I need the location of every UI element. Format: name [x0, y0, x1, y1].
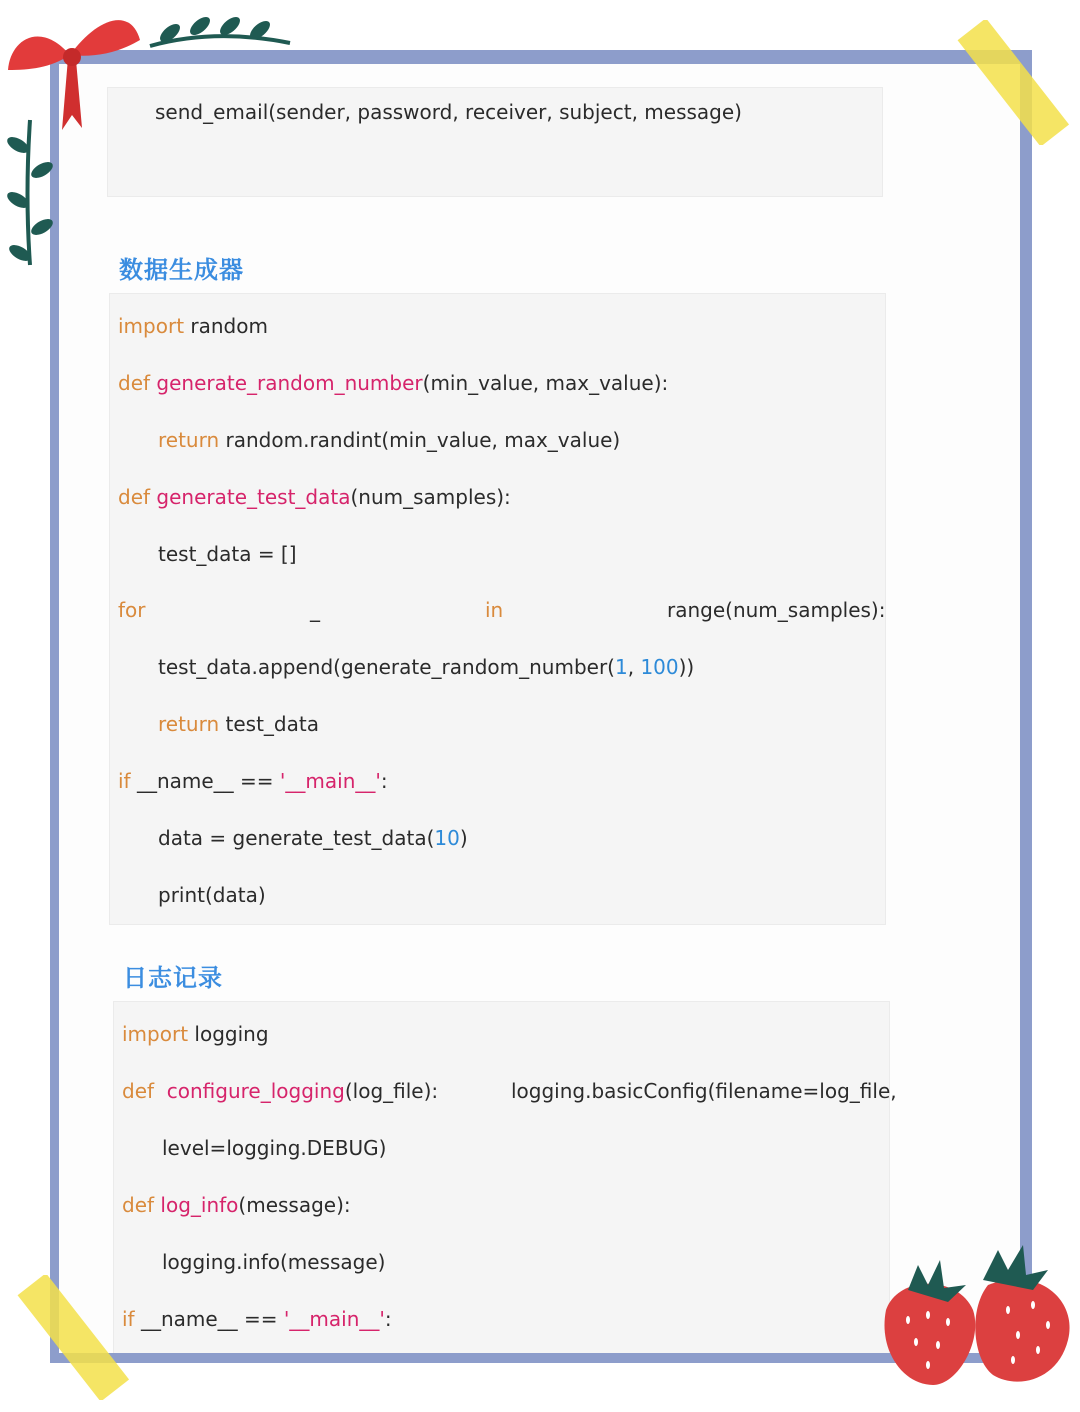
- tape-bottom-left-icon: [15, 1275, 130, 1400]
- code-line: if __name__ == '__main__':: [118, 769, 388, 793]
- code-block-logging: [113, 1001, 897, 1353]
- leaf-branch-icon: [145, 8, 295, 58]
- leaf-vine-icon: [0, 115, 60, 270]
- code-line: if __name__ == '__main__':: [122, 1307, 392, 1331]
- code-line: for _ in range(num_samples):: [118, 598, 886, 622]
- code-block-data-generator: [109, 293, 886, 925]
- code-line: data = generate_test_data(10): [158, 826, 468, 850]
- code-line: def configure_logging(log_file): logging.basicConfig(filename=log_file,: [122, 1079, 897, 1103]
- code-block-email: [107, 87, 883, 197]
- code-line: import logging: [122, 1022, 269, 1046]
- section-title-logging: 日志记录: [123, 964, 223, 992]
- code-line: import random: [118, 314, 268, 338]
- code-line: logging.info(message): [162, 1250, 386, 1274]
- section-title-data-generator: 数据生成器: [119, 256, 244, 284]
- code-line: def generate_test_data(num_samples):: [118, 485, 511, 509]
- code-line: def generate_random_number(min_value, max_value):: [118, 371, 669, 395]
- strawberry-icon: [878, 1240, 1078, 1400]
- code-line: test_data = []: [158, 542, 297, 566]
- tape-top-right-icon: [955, 20, 1070, 145]
- code-line: return random.randint(min_value, max_value): [158, 428, 621, 452]
- code-line: test_data.append(generate_random_number(1, 100)): [158, 655, 695, 679]
- code-line: level=logging.DEBUG): [162, 1136, 387, 1160]
- code-line: return test_data: [158, 712, 319, 736]
- code-line: def log_info(message):: [122, 1193, 351, 1217]
- code-line: print(data): [158, 883, 266, 907]
- code-line: send_email(sender, password, receiver, subject, message): [155, 100, 742, 124]
